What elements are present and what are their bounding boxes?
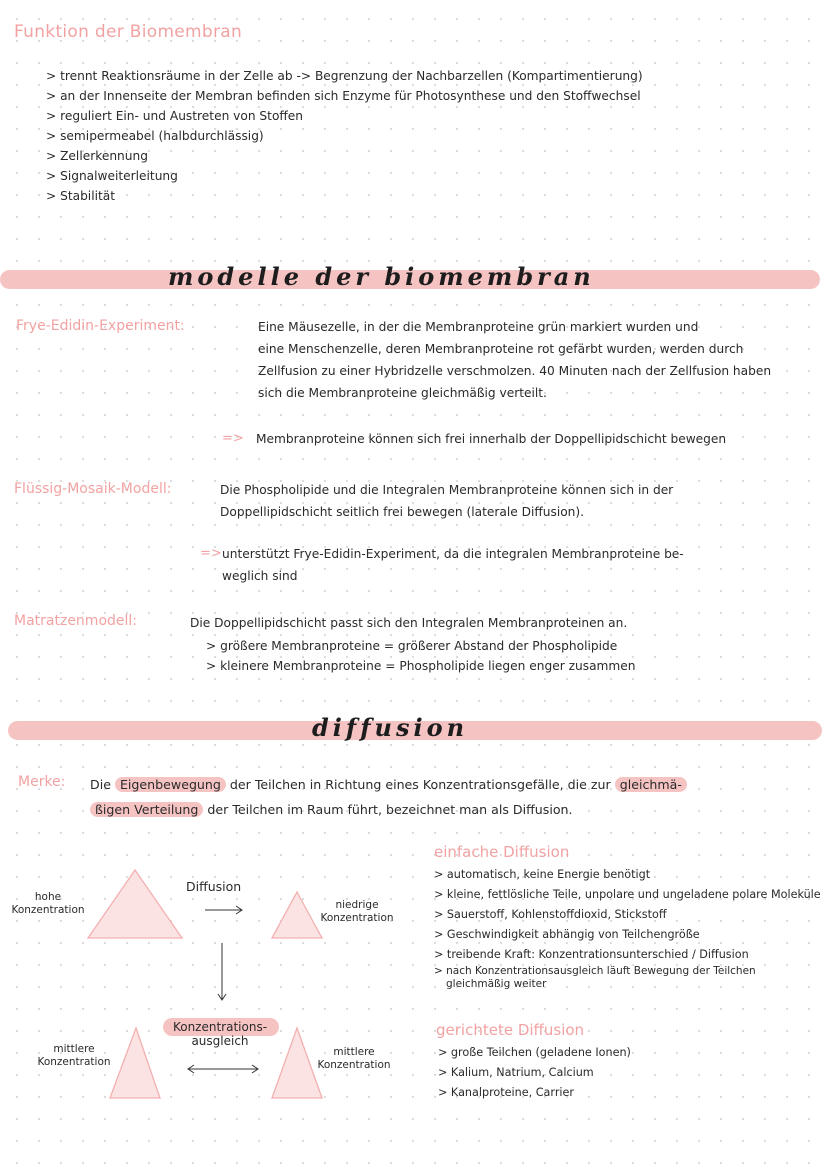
frye-edidin-text (258, 316, 771, 404)
fluessig-mosaik-text (220, 479, 673, 523)
triangle-high-concentration (88, 870, 182, 938)
list-item: > Kalium, Natrium, Calcium (438, 1066, 594, 1079)
conclusion-arrow: => (200, 546, 222, 561)
matratzenmodell-text: Die Doppellipidschicht passt sich den Integralen Membranproteinen an. (190, 616, 628, 630)
label-hohe-konzentration: hohe Konzentration (11, 891, 85, 916)
text-fragment: Die (90, 777, 111, 792)
text-line: eine Menschenzelle, deren Membranproteine rot gefärbt wurden, werden durch (258, 342, 744, 356)
gerichtete-diffusion-list (438, 1043, 631, 1103)
banner-title-modelle: modelle der biomembran (168, 262, 595, 291)
list-item: > kleinere Membranproteine = Phospholipide liegen enger zusammen (206, 659, 636, 673)
list-item: > größere Membranproteine = größerer Abstand der Phospholipide (206, 639, 618, 653)
list-item: > Sauerstoff, Kohlenstoffdioxid, Stickstoff (434, 908, 667, 921)
list-item: > treibende Kraft: Konzentrationsunterschied / Diffusion (434, 948, 749, 961)
list-item: > semipermeabel (halbdurchlässig) (46, 129, 264, 143)
text-line: sich die Membranproteine gleichmäßig verteilt. (258, 386, 547, 400)
text-line: unterstützt Frye-Edidin-Experiment, da die integralen Membranproteine be- (222, 547, 684, 561)
list-item: gleichmäßig weiter (446, 978, 547, 990)
merke-label: Merke: (18, 774, 66, 790)
text-line: weglich sind (222, 569, 298, 583)
conclusion-arrow: => (222, 431, 244, 446)
list-item: > an der Innenseite der Membran befinden sich Enzyme für Photosynthese und den Stoffwechsel (46, 89, 641, 103)
arrow-double (188, 1065, 258, 1073)
label-diffusion: Diffusion (186, 879, 242, 894)
text-line: Die Phospholipide und die Integralen Membranproteine können sich in der (220, 483, 674, 497)
highlight-term: Eigenbewegung (115, 777, 226, 792)
list-item: > automatisch, keine Energie benötigt (434, 868, 651, 881)
list-item: > Zellerkennung (46, 149, 148, 163)
frye-edidin-label: Frye-Edidin-Experiment: (16, 318, 185, 334)
text-line: Eine Mäusezelle, in der die Membranproteine grün markiert wurden und (258, 320, 699, 334)
arrow-right (205, 906, 242, 914)
merke-definition (90, 772, 687, 822)
text-fragment: der Teilchen in Richtung eines Konzentrationsgefälle, die zur (229, 777, 611, 792)
list-item: > Stabilität (46, 189, 115, 203)
frye-conclusion: Membranproteine können sich frei innerhalb der Doppellipidschicht bewegen (256, 432, 727, 446)
list-item: > Kanalproteine, Carrier (438, 1086, 575, 1099)
list-item: > nach Konzentrationsausgleich läuft Bewegung der Teilchen (434, 965, 756, 977)
gerichtete-diffusion-title: gerichtete Diffusion (436, 1021, 585, 1039)
list-item: > Geschwindigkeit abhängig von Teilchengröße (434, 928, 700, 941)
list-item: > kleine, fettlösliche Teile, unpolare und ungeladene polare Moleküle (434, 888, 821, 901)
einfache-diffusion-title: einfache Diffusion (434, 843, 570, 861)
list-item: > große Teilchen (geladene Ionen) (438, 1046, 631, 1059)
matratzenmodell-label: Matratzenmodell: (14, 613, 138, 629)
highlight-term: ßigen Verteilung (90, 802, 203, 817)
text-line: Zellfusion zu einer Hybridzelle verschmolzen. 40 Minuten nach der Zellfusion haben (258, 364, 772, 378)
section-title-funktion: Funktion der Biomembran (14, 22, 243, 42)
label-niedrige-konzentration: niedrige Konzentration (320, 899, 394, 924)
label-mittlere-left: mittlere Konzentration (37, 1043, 111, 1068)
text-line: Doppellipidschicht seitlich frei bewegen (laterale Diffusion). (220, 505, 585, 519)
fluessig-mosaik-label: Flüssig-Mosaik-Modell: (14, 481, 172, 497)
list-item: > trennt Reaktionsräume in der Zelle ab -> Begrenzung der Nachbarzellen (Kompartimentierung) (46, 69, 643, 83)
arrow-down (218, 943, 226, 1000)
label-konzentrationsausgleich: Konzentrations- ausgleich (172, 1020, 268, 1048)
funktion-list (46, 66, 643, 206)
label-mittlere-right: mittlere Konzentration (317, 1046, 391, 1071)
fluessig-conclusion (222, 543, 684, 587)
text-fragment: der Teilchen im Raum führt, bezeichnet man als Diffusion. (207, 802, 573, 817)
list-item: > reguliert Ein- und Austreten von Stoffen (46, 109, 304, 123)
banner-title-diffusion: diffusion (312, 713, 469, 742)
list-item: > Signalweiterleitung (46, 169, 178, 183)
einfache-diffusion-list (434, 865, 821, 991)
matratzenmodell-list (206, 636, 636, 676)
highlight-term: gleichmä- (615, 777, 687, 792)
